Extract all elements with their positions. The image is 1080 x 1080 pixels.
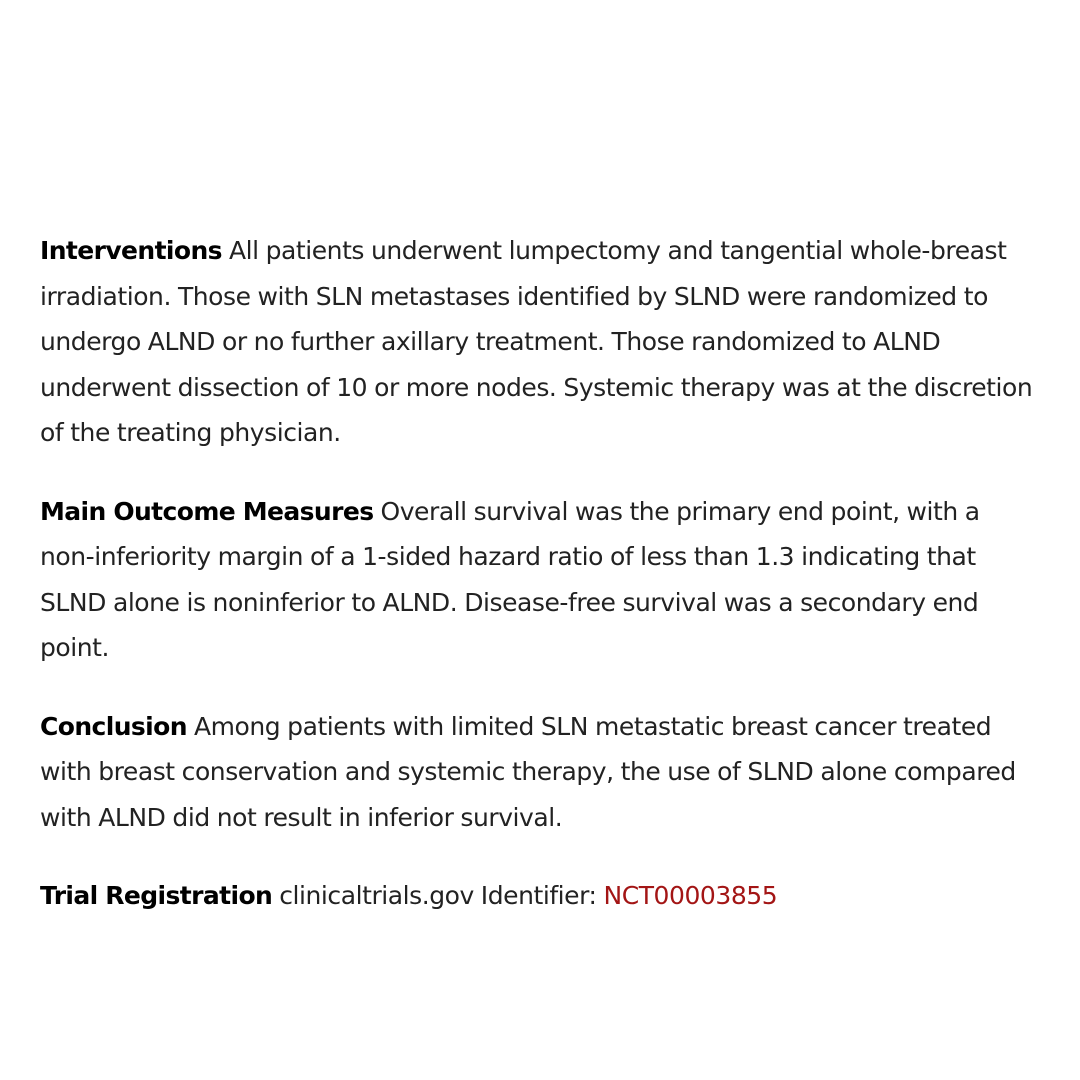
- conclusion-text: Among patients with limited SLN metastatic breast cancer treated with breast conservation and systemic therapy, the use of SLND alone compared with ALND did not result in inferior survival.: [40, 711, 1016, 832]
- interventions-label: Interventions: [40, 236, 222, 265]
- main-outcome-label: Main Outcome Measures: [40, 496, 374, 526]
- conclusion-label: Conclusion: [40, 711, 187, 741]
- interventions-text: All patients underwent lumpectomy and tangential whole-breast irradiation. Those with SLN metastases identified by SLND were randomized to undergo ALND or no further axillary treatment. Those randomized to ALND underwent dissection of 10 or more nodes. Systemic therapy was at the discretion of the treating physician.: [40, 236, 1033, 447]
- conclusion-section: [40, 704, 1040, 841]
- interventions-section: [40, 228, 1040, 456]
- main-outcome-section: [40, 489, 1040, 671]
- trial-registration-section: [40, 873, 1040, 919]
- main-outcome-text: Overall survival was the primary end point, with a non-inferiority margin of a 1-sided hazard ratio of less than 1.3 indicating that SLND alone is noninferior to ALND. Disease-free survival was a secondary end point.: [40, 496, 980, 662]
- abstract-sections: [40, 228, 1040, 952]
- trial-registration-label: Trial Registration: [40, 881, 273, 910]
- trial-registration-text: clinicaltrials.gov Identifier:: [279, 881, 597, 910]
- trial-identifier-link[interactable]: NCT00003855: [603, 881, 778, 910]
